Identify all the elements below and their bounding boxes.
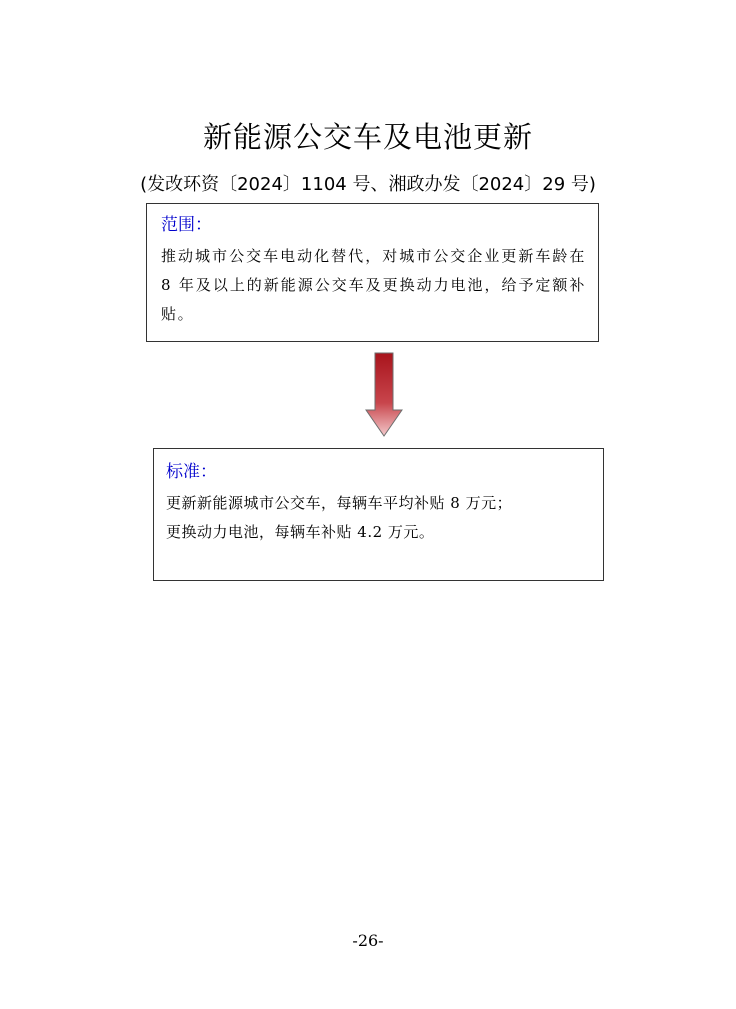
- page-title: 新能源公交车及电池更新: [202, 120, 533, 154]
- scope-text: 推动城市公交车电动化替代，对城市公交企业更新车龄在 8 年及以上的新能源公交车及更换动力电池，给予定额补贴。: [161, 247, 586, 323]
- standard-box: [153, 448, 604, 581]
- scope-heading: 范围：: [161, 215, 212, 235]
- down-arrow-icon: [364, 352, 404, 438]
- standard-line-bus: 更新新能源城市公交车，每辆车平均补贴 8 万元；: [166, 494, 513, 512]
- standard-line-battery: 更换动力电池，每辆车补贴 4.2 万元。: [166, 523, 435, 541]
- scope-box: [146, 203, 599, 342]
- page-number: -26-: [352, 931, 384, 950]
- document-reference: (发改环资〔2024〕1104 号、湘政办发〔2024〕29 号): [140, 174, 596, 195]
- standard-heading: 标准：: [166, 462, 217, 482]
